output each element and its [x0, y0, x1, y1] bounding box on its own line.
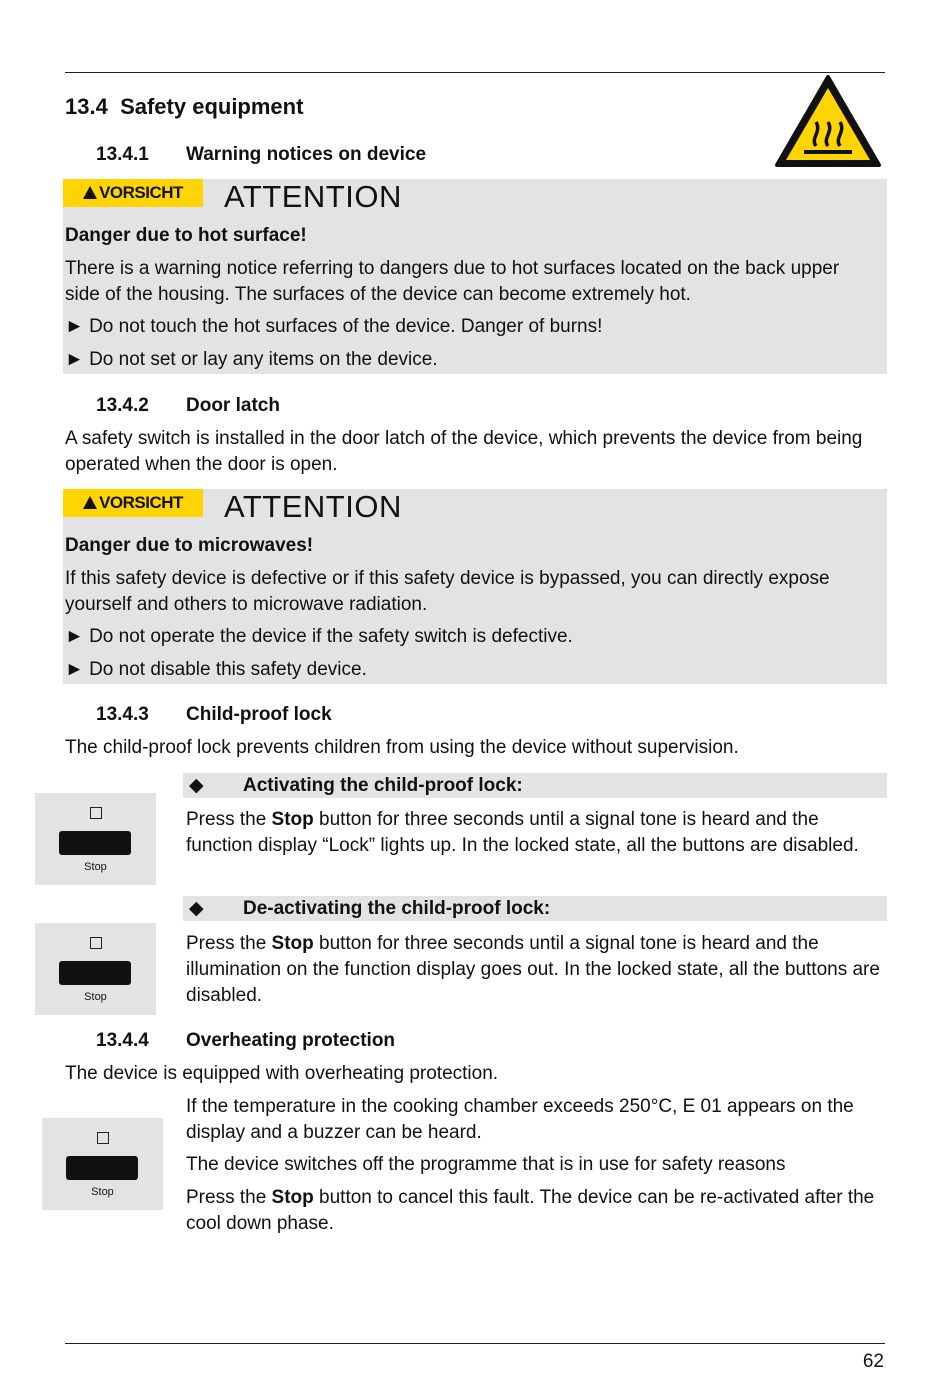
hot-surface-warning-icon: [774, 74, 882, 168]
bullet-item: ► Do not set or lay any items on the device.: [65, 349, 438, 370]
stop-label: Stop: [84, 861, 107, 873]
top-rule: [65, 72, 885, 73]
vorsicht-badge: VORSICHT: [63, 179, 203, 207]
subsection-overheating: 13.4.4 Overheating protection: [96, 1030, 396, 1051]
stop-square-icon: [90, 937, 102, 949]
bottom-rule: [65, 1343, 885, 1344]
door-latch-text: A safety switch is installed in the door latch of the device, which prevents the device from being operated when the door is open.: [65, 428, 863, 475]
subsection-child-lock: 13.4.3 Child-proof lock: [96, 704, 332, 725]
attention-box-microwaves: [63, 489, 887, 684]
overheating-para-3: Press the Stop button to cancel this fault. The device can be re-activated after the cool down phase.: [186, 1187, 875, 1234]
danger-text: If this safety device is defective or if this safety device is bypassed, you can directly expose yourself and others to microwave radiation.: [65, 568, 830, 615]
page-number: 62: [862, 1351, 884, 1372]
attention-label: ATTENTION: [224, 179, 402, 214]
stop-button-panel: [35, 923, 156, 1015]
danger-text: There is a warning notice referring to dangers due to hot surfaces located on the back upper side of the housing. The surfaces of the device can become extremely hot.: [65, 258, 840, 305]
warning-triangle-icon: [83, 496, 97, 509]
stop-button-panel: [42, 1118, 163, 1210]
overheating-text: The device is equipped with overheating protection.: [65, 1063, 499, 1084]
vorsicht-badge: VORSICHT: [63, 489, 203, 517]
bullet-item: ► Do not operate the device if the safety switch is defective.: [65, 626, 573, 647]
stop-label: Stop: [84, 991, 107, 1003]
diamond-bullet-icon: ◆: [189, 898, 204, 919]
attention-box-hot-surface: [63, 179, 887, 374]
danger-heading: Danger due to microwaves!: [65, 535, 314, 556]
subsection-door-latch: 13.4.2 Door latch: [96, 395, 280, 416]
stop-button: [59, 961, 131, 985]
deactivate-lock-heading: ◆ De-activating the child-proof lock:: [183, 896, 887, 921]
child-lock-text: The child-proof lock prevents children from using the device without supervision.: [65, 737, 739, 758]
bullet-item: ► Do not touch the hot surfaces of the device. Danger of burns!: [65, 316, 603, 337]
deactivate-lock-text: Press the Stop button for three seconds until a signal tone is heard and the illumination on the function display goes out. In the locked state, all the buttons are disabled.: [186, 933, 880, 1006]
diamond-bullet-icon: ◆: [189, 775, 204, 796]
bullet-item: ► Do not disable this safety device.: [65, 659, 367, 680]
section-title-text: Safety equipment: [120, 94, 304, 119]
stop-square-icon: [90, 807, 102, 819]
stop-square-icon: [97, 1132, 109, 1144]
stop-button-panel: [35, 793, 156, 885]
section-title: [65, 94, 303, 120]
activate-lock-text: Press the Stop button for three seconds until a signal tone is heard and the function display “Lock” lights up. In the locked state, all the buttons are disabled.: [186, 809, 859, 856]
overheating-para-2: The device switches off the programme that is in use for safety reasons: [186, 1154, 786, 1175]
danger-heading: Danger due to hot surface!: [65, 225, 307, 246]
stop-button: [66, 1156, 138, 1180]
stop-button: [59, 831, 131, 855]
section-number: 13.4: [65, 94, 108, 119]
warning-triangle-icon: [83, 186, 97, 199]
activate-lock-heading: ◆ Activating the child-proof lock:: [183, 773, 887, 798]
attention-label: ATTENTION: [224, 489, 402, 524]
stop-label: Stop: [91, 1186, 114, 1198]
overheating-para-1: If the temperature in the cooking chamber exceeds 250°C, E 01 appears on the display and a buzzer can be heard.: [186, 1096, 854, 1143]
subsection-warning-notices: 13.4.1 Warning notices on device: [96, 144, 427, 165]
